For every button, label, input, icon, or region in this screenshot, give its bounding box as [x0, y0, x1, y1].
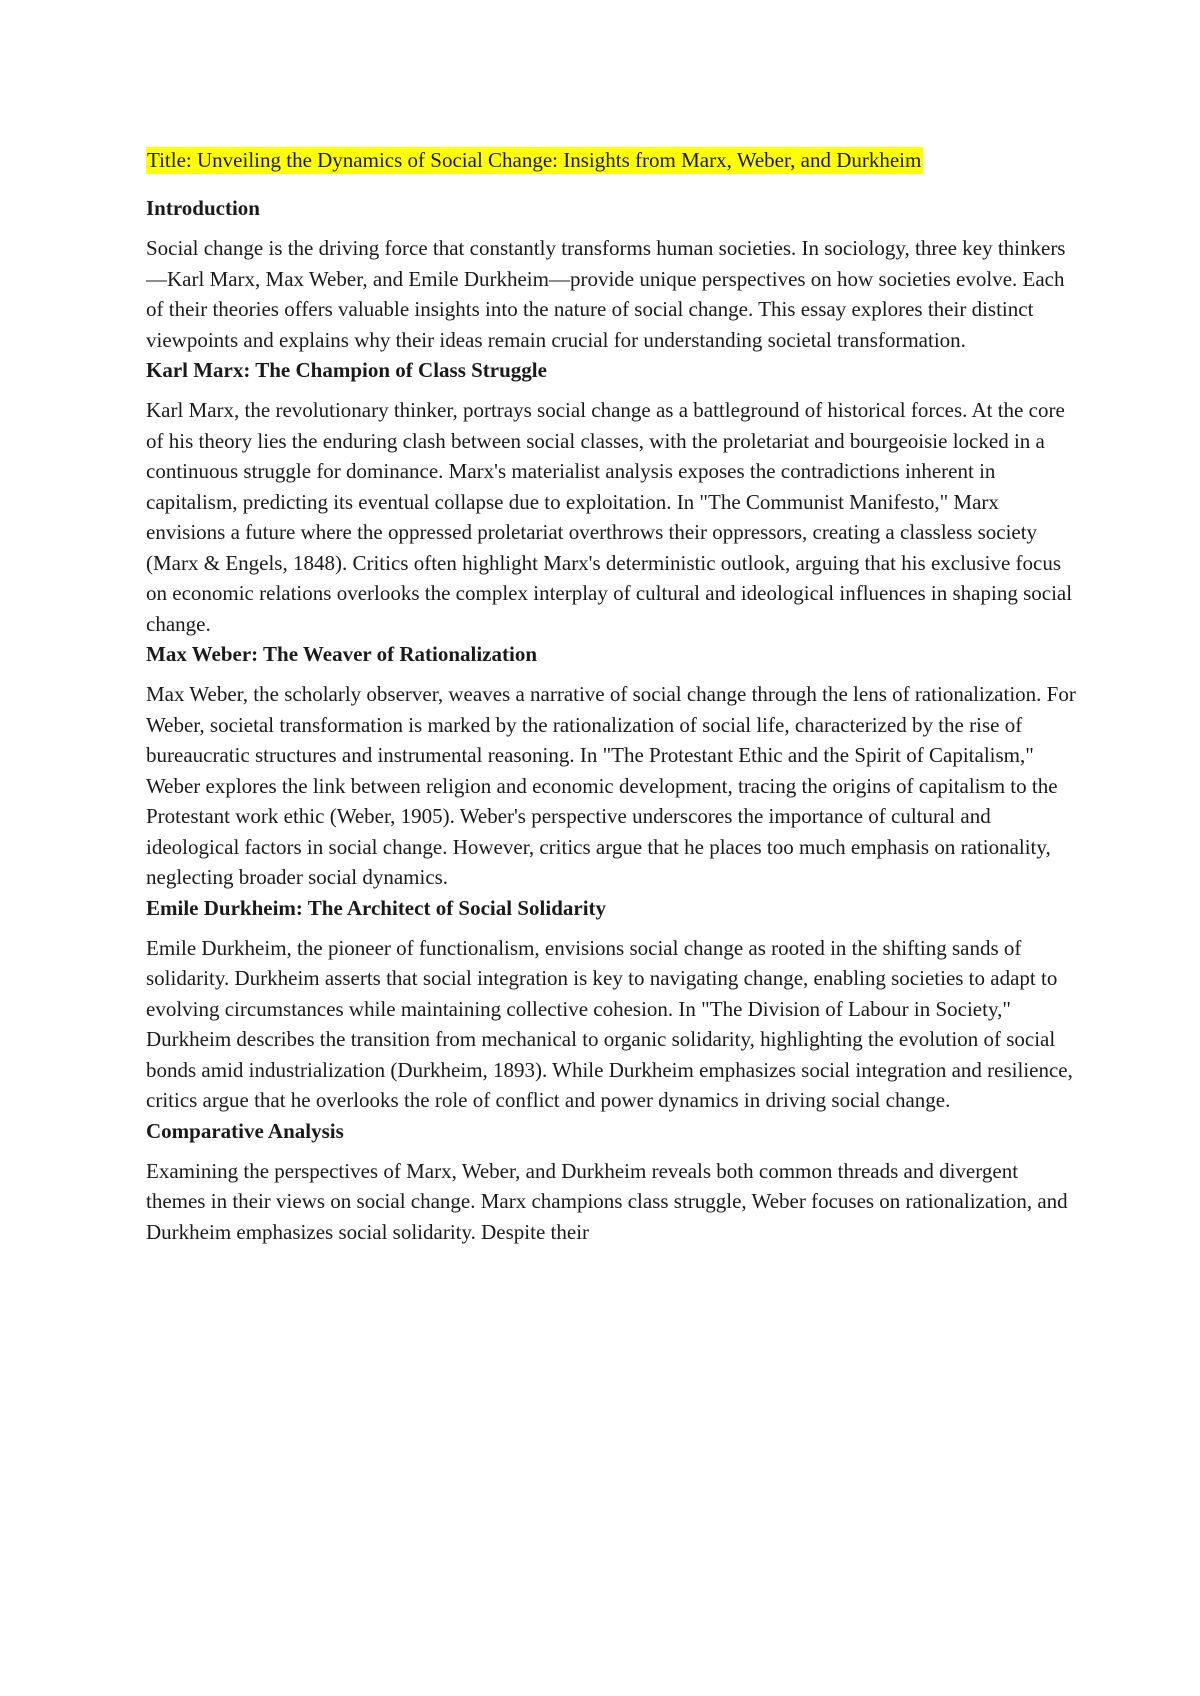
document-body	[146, 145, 1076, 1247]
section-heading: Karl Marx: The Champion of Class Struggle	[146, 358, 547, 382]
section-introduction	[146, 193, 1076, 355]
section-paragraph: Karl Marx, the revolutionary thinker, portrays social change as a battleground of historical forces. At the core of his theory lies the enduring clash between social classes, with the proletariat and bourgeoisie locked in a continuous struggle for dominance. Marx's materialist analysis exposes the contradictions inherent in capitalism, predicting its eventual collapse due to exploitation. In "The Communist Manifesto," Marx envisions a future where the oppressed proletariat overthrows their oppressors, creating a classless society (Marx & Engels, 1848). Critics often highlight Marx's deterministic outlook, arguing that his exclusive focus on economic relations overlooks the complex interplay of cultural and ideological influences in shaping social change.	[146, 398, 1073, 636]
section-max-weber	[146, 639, 1076, 893]
section-paragraph: Emile Durkheim, the pioneer of functionalism, envisions social change as rooted in the shifting sands of solidarity. Durkheim asserts that social integration is key to navigating change, enabling societies to adapt to evolving circumstances while maintaining collective cohesion. In "The Division of Labour in Society," Durkheim describes the transition from mechanical to organic solidarity, highlighting the evolution of social bonds amid industrialization (Durkheim, 1893). While Durkheim emphasizes social integration and resilience, critics argue that he overlooks the role of conflict and power dynamics in driving social change.	[146, 935, 1073, 1112]
section-karl-marx	[146, 355, 1076, 639]
section-heading: Comparative Analysis	[146, 1118, 344, 1143]
document-title	[146, 145, 1076, 175]
section-heading: Emile Durkheim: The Architect of Social Solidarity	[146, 895, 607, 920]
section-paragraph: Examining the perspectives of Marx, Weber, and Durkheim reveals both common threads and divergent themes in their views on social change. Marx champions class struggle, Weber focuses on rationalization, and Durkheim emphasizes social solidarity. Despite their	[146, 1158, 1068, 1244]
section-heading: Introduction	[146, 196, 260, 220]
title-highlight: Title: Unveiling the Dynamics of Social Change: Insights from Marx, Weber, and Durkheim	[147, 148, 922, 172]
section-paragraph: Max Weber, the scholarly observer, weaves a narrative of social change through the lens of rationalization. For Weber, societal transformation is marked by the rationalization of social life, characterized by the rise of bureaucratic structures and instrumental reasoning. In "The Protestant Ethic and the Spirit of Capitalism," Weber explores the link between religion and economic development, tracing the origins of capitalism to the Protestant work ethic (Weber, 1905). Weber's perspective underscores the importance of cultural and ideological factors in social change. However, critics argue that he places too much emphasis on rationality, neglecting broader social dynamics.	[146, 682, 1076, 889]
section-comparative-analysis	[146, 1116, 1076, 1248]
section-paragraph: Social change is the driving force that constantly transforms human societies. In sociology, three key thinkers—Karl Marx, Max Weber, and Emile Durkheim—provide unique perspectives on how societies evolve. Each of their theories offers valuable insights into the nature of social change. This essay explores their distinct viewpoints and explains why their ideas remain crucial for understanding societal transformation.	[146, 236, 1066, 352]
section-emile-durkheim	[146, 893, 1076, 1116]
section-heading: Max Weber: The Weaver of Rationalization	[146, 642, 538, 666]
